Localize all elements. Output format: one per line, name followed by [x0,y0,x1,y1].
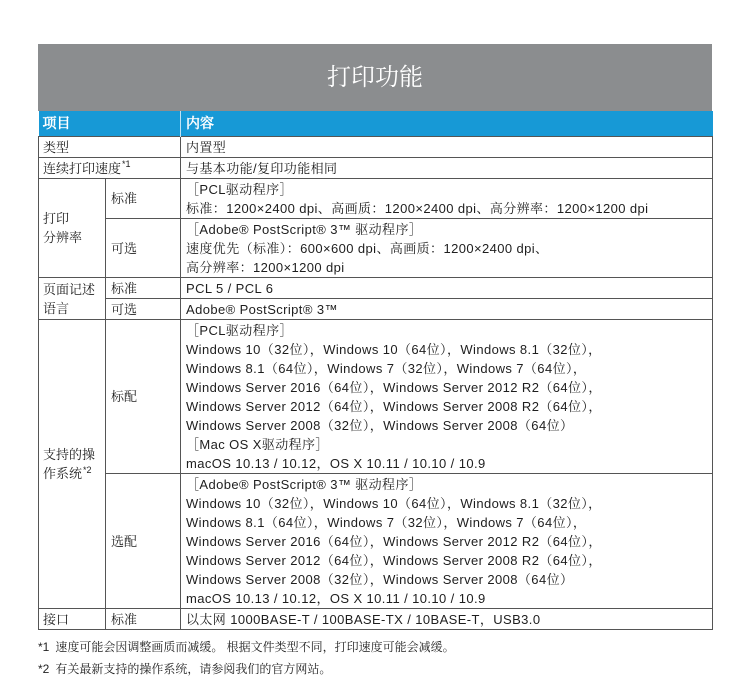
resolution-optional-driver: ［Adobe® PostScript® 3™ 驱动程序］ [186,221,423,237]
list-separator: ， [313,514,328,530]
os-entry [383,399,602,414]
os-entry-text: Windows 8.1（64位） [186,514,314,530]
os-standard-mac-list: macOS 10.13 / 10.12，OS X 10.11 / 10.10 / 10.9 [186,455,486,471]
row-pdl-standard [39,278,713,299]
list-separator: ， [446,341,461,357]
os-entry [186,380,383,395]
row-resolution-standard [39,179,713,219]
resolution-spec [186,260,345,275]
resolution-standard-driver: ［PCL驱动程序］ [186,181,293,197]
os-optional-label: 选配 [106,474,181,609]
os-standard-label: 标配 [106,320,181,474]
row-pdl-optional [39,299,713,320]
type-label: 类型 [39,137,181,158]
footnotes [38,636,712,680]
row-interface [39,609,713,630]
resolution-standard-specs [186,199,707,218]
os-optional-content [181,474,713,609]
header-item: 项目 [39,111,181,137]
os-entry [186,342,323,357]
list-separator: ， [588,533,602,549]
list-separator: ， [588,552,602,568]
resolution-optional-content [181,219,713,278]
resolution-spec [331,201,490,216]
resolution-spec-text: 高画质：1200×2400 dpi [331,200,477,216]
list-separator: ， [369,552,384,568]
os-entry-text: Windows Server 2008（32位） [186,417,370,433]
os-entry [383,418,573,433]
os-entry-text: Windows 8.1（64位） [186,360,314,376]
interface-label: 接口 [39,609,106,630]
os-standard-content [181,320,713,474]
os-standard-mac-driver: ［Mac OS X驱动程序］ [186,436,329,452]
row-resolution-optional [39,219,713,278]
footnote-2-text: 有关最新支持的操作系统，请参阅我们的官方网站。 [55,662,332,676]
os-entry-text: Windows Server 2008（32位） [186,571,370,587]
os-optional-mac-list: macOS 10.13 / 10.12，OS X 10.11 / 10.10 / 10.9 [186,590,486,606]
footnote-2-mark: *2 [38,662,50,676]
pdl-label-cell [39,278,106,320]
row-type [39,137,713,158]
resolution-spec [390,241,549,256]
os-entry [323,342,460,357]
os-entry [457,515,587,530]
row-print-speed [39,158,713,179]
os-entry-text: Windows 7（64位） [456,514,573,530]
pdl-optional-label: 可选 [106,299,181,320]
list-separator: ， [369,417,384,433]
footnote-2 [38,658,712,680]
resolution-optional-label: 可选 [106,219,181,278]
list-separator: 、 [535,240,549,256]
footnote-mark-2: *2 [83,464,92,475]
resolution-spec [186,241,390,256]
os-entry-text: Windows 7（32位） [327,360,444,376]
os-entry-text: Windows 10（32位） [186,495,310,511]
os-entry-text: Windows Server 2012（64位） [186,552,370,568]
os-entry [186,515,327,530]
os-entry [186,572,383,587]
type-value: 内置型 [181,137,713,158]
list-separator: 、 [317,200,332,216]
list-separator: 、 [476,200,490,216]
os-entry [186,361,327,376]
footnote-1-text: 速度可能会因调整画质而减缓。 根据文件类型不同，打印速度可能会减缓。 [55,640,455,654]
os-entry [186,418,383,433]
os-entry [327,515,457,530]
list-separator: ， [588,341,602,357]
interface-sub-label: 标准 [106,609,181,630]
pdl-standard-value: PCL 5 / PCL 6 [181,278,713,299]
resolution-spec-text: 速度优先（标准）：600×600 dpi [186,240,377,256]
resolution-spec-text: 高画质：1200×2400 dpi [389,240,536,256]
list-separator: 、 [376,240,390,256]
os-entry [457,361,587,376]
list-separator: ， [309,341,324,357]
row-os-standard [39,320,713,474]
os-label-cell [39,320,106,609]
list-separator: ， [443,360,457,376]
os-entry-text: Windows 10（64位） [323,495,447,511]
os-entry-text: Windows 8.1（32位） [460,341,589,357]
os-entry-text: Windows 8.1（32位） [460,495,589,511]
os-optional-windows-driver: ［Adobe® PostScript® 3™ 驱动程序］ [186,476,423,492]
os-entry [383,380,602,395]
os-entry [327,361,457,376]
pdl-label: 页面记述 语言 [43,281,96,316]
os-entry-text: Windows Server 2008（64位） [383,571,574,587]
list-separator: ， [588,398,602,414]
os-entry-text: Windows Server 2012 R2（64位） [383,379,589,395]
os-entry-text: Windows Server 2008 R2（64位） [383,552,589,568]
header-content: 内容 [181,111,713,137]
list-separator: ， [572,514,587,530]
os-entry [460,342,601,357]
resolution-label: 打印 分辨率 [43,211,83,245]
resolution-spec-text: 标准：1200×2400 dpi [186,200,318,216]
os-standard-windows-list [186,340,707,435]
os-entry [383,572,573,587]
os-entry [460,496,601,511]
resolution-standard-label: 标准 [106,179,181,219]
list-separator: ， [369,571,384,587]
os-entry [186,553,383,568]
os-entry-text: Windows Server 2012 R2（64位） [383,533,589,549]
list-separator: ， [572,360,587,376]
os-entry [383,553,602,568]
list-separator: ， [446,495,461,511]
list-separator: ， [369,398,384,414]
os-standard-windows-driver: ［PCL驱动程序］ [186,322,293,338]
footnote-1-mark: *1 [38,640,50,654]
os-entry-text: Windows Server 2008（64位） [383,417,574,433]
list-separator: ， [313,360,328,376]
resolution-optional-specs [186,239,707,277]
resolution-spec-text: 高分辨率：1200×1200 dpi [489,200,649,216]
list-separator: ， [588,379,602,395]
footnote-1 [38,636,712,658]
resolution-spec [490,201,649,216]
list-separator: ， [309,495,324,511]
os-entry-text: Windows 7（32位） [327,514,444,530]
footnote-mark-1: *1 [122,159,131,170]
list-separator: ， [369,379,384,395]
resolution-standard-content [181,179,713,219]
row-os-optional [39,474,713,609]
section-title: 打印功能 [38,44,712,111]
list-separator: ， [588,495,602,511]
pdl-optional-value: Adobe® PostScript® 3™ [181,299,713,320]
os-entry-text: Windows 10（32位） [186,341,310,357]
list-separator: ， [443,514,457,530]
list-separator: ， [369,533,384,549]
os-entry-text: Windows 10（64位） [323,341,447,357]
print-speed-label-cell [39,158,181,179]
os-label: 支持的操 作系统 [43,447,96,481]
os-entry-text: Windows Server 2016（64位） [186,379,370,395]
os-optional-windows-list [186,494,707,589]
resolution-spec-text: 高分辨率：1200×1200 dpi [186,259,345,275]
os-entry-text: Windows Server 2016（64位） [186,533,370,549]
resolution-spec [186,201,331,216]
header-row [39,111,713,137]
os-entry-text: Windows Server 2012（64位） [186,398,370,414]
os-entry [186,496,323,511]
os-entry-text: Windows 7（64位） [456,360,573,376]
print-speed-label: 连续打印速度 [43,160,122,176]
os-entry [186,399,383,414]
os-entry [323,496,460,511]
spec-table [38,111,713,630]
interface-value: 以太网 1000BASE-T / 100BASE-TX / 10BASE-T，USB3.0 [181,609,713,630]
os-entry [383,534,602,549]
os-entry [186,534,383,549]
resolution-label-cell [39,179,106,278]
print-speed-value: 与基本功能/复印功能相同 [181,158,713,179]
os-entry-text: Windows Server 2008 R2（64位） [383,398,589,414]
pdl-standard-label: 标准 [106,278,181,299]
print-function-sheet [38,44,712,680]
